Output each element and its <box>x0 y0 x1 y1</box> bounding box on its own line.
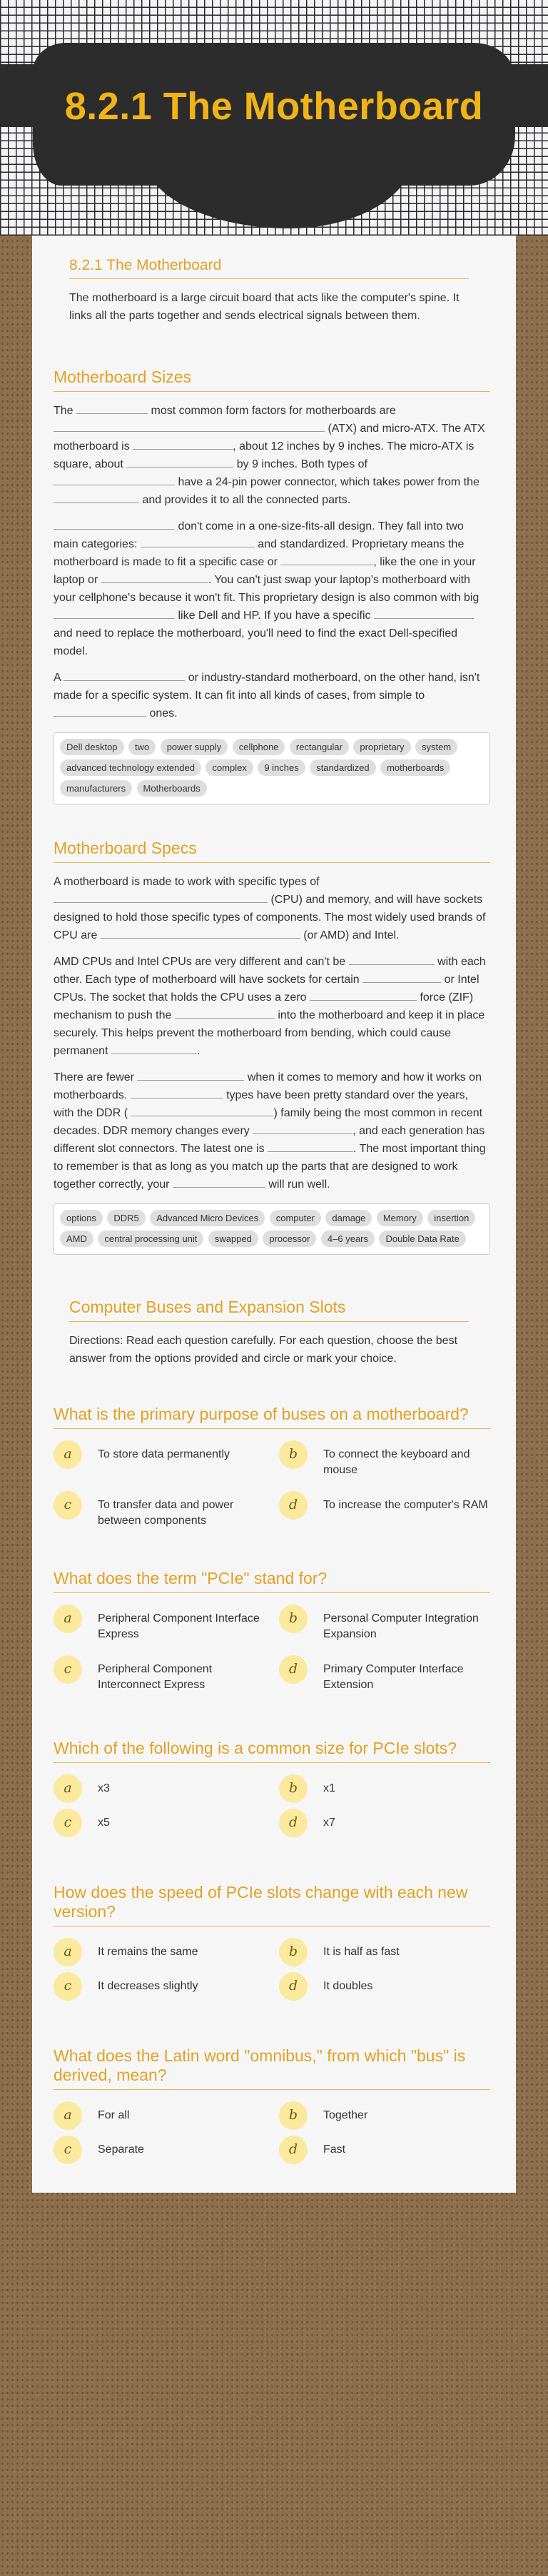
intro-heading: 8.2.1 The Motherboard <box>69 257 469 279</box>
option-letter: d <box>279 1655 308 1684</box>
option-a[interactable] <box>54 2101 265 2130</box>
option-c[interactable] <box>54 1972 265 2001</box>
blank-field[interactable] <box>54 517 175 530</box>
question-text: What does the Latin word "omnibus," from which "bus" is derived, mean? <box>54 2046 490 2090</box>
option-letter: b <box>279 1440 308 1469</box>
specs-word-bank <box>54 1203 490 1255</box>
question-3 <box>32 1739 516 1837</box>
quiz-heading: Computer Buses and Expansion Slots <box>69 1298 469 1322</box>
text-run: , about 12 inches by 9 inches. The micro-ATX is square, about <box>54 440 475 470</box>
intro-section <box>32 257 516 325</box>
option-text: It is half as fast <box>323 1946 400 1958</box>
option-letter: a <box>54 1774 82 1803</box>
option-text: x7 <box>323 1817 335 1829</box>
word-chip[interactable]: Motherboards <box>137 780 207 797</box>
text-run: when it comes to memory and how it works on motherboards. <box>54 1071 482 1101</box>
text-run: ones. <box>149 707 178 719</box>
option-letter: a <box>54 1938 82 1966</box>
text-run: into the motherboard and keep it in place securely. This helps prevent the motherboard from bending, which could cause permanent <box>54 1009 485 1057</box>
option-text: Fast <box>323 2143 346 2156</box>
option-letter: d <box>279 2136 308 2164</box>
sizes-paragraph-1 <box>54 402 490 509</box>
text-run: don't come in a one-size-fits-all design. They fall into two main categories: <box>54 520 464 550</box>
option-letter: a <box>54 1440 82 1469</box>
sizes-section <box>32 368 516 804</box>
word-chip[interactable]: Advanced Micro Devices <box>150 1210 265 1226</box>
text-run: and provides it to all the connected parts. <box>142 494 351 506</box>
option-letter: c <box>54 2136 82 2164</box>
option-b[interactable] <box>279 1938 490 1966</box>
option-letter: a <box>54 1605 82 1633</box>
option-d[interactable] <box>279 2136 490 2164</box>
word-chip[interactable]: insertion <box>427 1210 475 1226</box>
option-letter: d <box>279 1809 308 1837</box>
word-chip[interactable]: advanced technology extended <box>60 759 201 776</box>
text-run: and standardized. Proprietary means the motherboard is made to fit a specific case or <box>54 538 465 568</box>
blank-field[interactable] <box>54 891 268 903</box>
option-letter: d <box>279 1491 308 1520</box>
bottom-margin <box>0 2193 548 2243</box>
word-chip[interactable]: power supply <box>161 739 228 755</box>
option-c[interactable] <box>54 1491 265 1529</box>
option-d[interactable] <box>279 1972 490 2001</box>
option-letter: c <box>54 1491 82 1520</box>
option-text: x1 <box>323 1782 335 1794</box>
blank-field[interactable] <box>126 455 233 468</box>
option-a[interactable] <box>54 1440 265 1478</box>
text-run: . You can't just swap your laptop's motherboard with your cellphone's because it won't fit. This proprietary design is also common with big <box>54 574 480 604</box>
question-2 <box>32 1569 516 1693</box>
question-text: What is the primary purpose of buses on a motherboard? <box>54 1405 490 1429</box>
option-text: For all <box>98 2109 130 2121</box>
option-text: It decreases slightly <box>98 1980 198 1992</box>
word-chip[interactable]: rectangular <box>290 739 349 755</box>
option-letter: b <box>279 1774 308 1803</box>
option-a[interactable] <box>54 1938 265 1966</box>
text-run: A motherboard is made to work with specific types of <box>54 876 320 888</box>
word-chip[interactable]: 9 inches <box>258 759 305 776</box>
question-5 <box>32 2046 516 2164</box>
blank-field[interactable] <box>54 704 146 717</box>
question-1 <box>32 1405 516 1529</box>
text-run: will run well. <box>268 1178 330 1191</box>
text-run: by 9 inches. Both types of <box>236 458 367 470</box>
question-text: How does the speed of PCIe slots change with each new version? <box>54 1883 490 1926</box>
page-title: 8.2.1 The Motherboard <box>64 85 484 128</box>
blank-field[interactable] <box>131 1104 273 1116</box>
text-run: and need to replace the motherboard, you'll need to find the exact Dell-specified model. <box>54 627 458 657</box>
text-run: or industry-standard motherboard, on the other hand, isn't made for a specific system. It can fit into all kinds of cases, from simple to <box>54 672 480 702</box>
word-chip[interactable]: Double Data Rate <box>379 1231 465 1247</box>
text-run: , and each generation has different slot connectors. The latest one is <box>54 1125 485 1155</box>
option-b[interactable] <box>279 2101 490 2130</box>
specs-heading: Motherboard Specs <box>54 839 490 863</box>
word-chip[interactable]: AMD <box>60 1231 93 1247</box>
question-4 <box>32 1883 516 2001</box>
text-run: with each other. Each type of motherboard will have sockets for certain <box>54 956 486 986</box>
blank-field[interactable] <box>54 607 175 619</box>
option-a[interactable] <box>54 1605 265 1642</box>
option-letter: c <box>54 1972 82 2001</box>
blank-field[interactable] <box>131 1086 223 1098</box>
blank-field[interactable] <box>175 1006 275 1019</box>
blank-field[interactable] <box>101 571 208 583</box>
blank-field[interactable] <box>141 535 255 547</box>
option-text: It doubles <box>323 1980 373 1992</box>
hero-blob-bottom <box>143 121 414 228</box>
sizes-word-bank <box>54 732 490 804</box>
text-run: ) family being the most common in recent decades. DDR memory changes every <box>54 1107 483 1137</box>
option-c[interactable] <box>54 1655 265 1693</box>
sizes-paragraph-2 <box>54 517 490 660</box>
option-letter: b <box>279 2101 308 2130</box>
option-text: Peripheral Component Interface Express <box>98 1612 260 1640</box>
hero-banner <box>0 0 548 236</box>
option-text: Personal Computer Integration Expansion <box>323 1612 479 1640</box>
option-text: Peripheral Component Interconnect Express <box>98 1663 213 1691</box>
specs-paragraph-2 <box>54 953 490 1060</box>
sizes-paragraph-3 <box>54 669 490 722</box>
quiz-directions: Directions: Read each question carefully. For each question, choose the best answer from the options provided and circle or mark your choice. <box>69 1335 458 1365</box>
option-letter: d <box>279 1972 308 2001</box>
specs-paragraph-1 <box>54 873 490 944</box>
option-c[interactable] <box>54 2136 265 2164</box>
word-chip[interactable]: proprietary <box>353 739 410 755</box>
word-chip[interactable]: complex <box>206 759 253 776</box>
option-b[interactable] <box>279 1605 490 1642</box>
word-chip[interactable]: DDR5 <box>107 1210 145 1226</box>
blank-field[interactable] <box>280 553 373 565</box>
option-text: Together <box>323 2109 368 2121</box>
sizes-heading: Motherboard Sizes <box>54 368 490 392</box>
word-chip[interactable]: damage <box>325 1210 372 1226</box>
blank-field[interactable] <box>374 607 474 619</box>
word-chip[interactable]: 4–6 years <box>321 1231 375 1247</box>
blank-field[interactable] <box>137 1069 244 1081</box>
text-run: . The most important thing to remember is that as long as you match up the parts that are designed to work together correctly, your <box>54 1143 486 1191</box>
text-run: like Dell and HP. If you have a specific <box>178 610 371 622</box>
option-text: x3 <box>98 1782 110 1794</box>
blank-field[interactable] <box>253 1122 352 1134</box>
option-letter: c <box>54 1809 82 1837</box>
question-text: What does the term "PCIe" stand for? <box>54 1569 490 1593</box>
word-chip[interactable]: standardized <box>310 759 375 776</box>
option-letter: b <box>279 1605 308 1633</box>
intro-text: The motherboard is a large circuit board that acts like the computer's spine. It links all the parts together and sends electrical signals between them. <box>69 292 460 322</box>
specs-section <box>32 839 516 1255</box>
word-chip[interactable]: two <box>128 739 156 755</box>
text-run: (ATX) and micro-ATX. The ATX motherboard is <box>54 423 485 453</box>
blank-field[interactable] <box>268 1140 353 1152</box>
word-chip[interactable]: cellphone <box>233 739 285 755</box>
blank-field[interactable] <box>76 402 148 414</box>
blank-field[interactable] <box>133 438 233 450</box>
blank-field[interactable] <box>54 473 175 485</box>
option-text: It remains the same <box>98 1946 198 1958</box>
word-chip[interactable]: system <box>415 739 457 755</box>
specs-paragraph-3 <box>54 1069 490 1193</box>
quiz-intro-section <box>32 1298 516 1368</box>
text-run: A <box>54 672 61 684</box>
option-letter: a <box>54 2101 82 2130</box>
word-chip[interactable]: options <box>60 1210 103 1226</box>
word-chip[interactable]: motherboards <box>380 759 450 776</box>
text-run: AMD CPUs and Intel CPUs are very different and can't be <box>54 956 346 968</box>
word-chip[interactable]: Dell desktop <box>60 739 124 755</box>
blank-field[interactable] <box>101 926 300 939</box>
option-b[interactable] <box>279 1774 490 1803</box>
option-text: Separate <box>98 2143 144 2156</box>
option-text: To connect the keyboard and mouse <box>323 1448 470 1476</box>
text-run: have a 24-pin power connector, which takes power from the <box>178 476 480 488</box>
text-run: (or AMD) and Intel. <box>303 929 400 941</box>
word-chip[interactable]: central processing unit <box>98 1231 203 1247</box>
word-chip[interactable]: swapped <box>208 1231 258 1247</box>
text-run: The <box>54 405 73 417</box>
text-run: , like the one in your laptop or <box>54 556 476 586</box>
blank-field[interactable] <box>64 669 185 681</box>
option-d[interactable] <box>279 1655 490 1693</box>
blank-field[interactable] <box>310 989 417 1001</box>
option-letter: b <box>279 1938 308 1966</box>
text-run: There are fewer <box>54 1071 134 1084</box>
text-run: types have been pretty standard over the years, with the DDR ( <box>54 1089 468 1119</box>
option-text: To transfer data and power between components <box>98 1499 234 1527</box>
text-run: most common form factors for motherboards are <box>151 405 396 417</box>
word-chip[interactable]: processor <box>263 1231 316 1247</box>
option-a[interactable] <box>54 1774 265 1803</box>
option-letter: c <box>54 1655 82 1684</box>
option-text: To increase the computer's RAM <box>323 1499 488 1511</box>
blank-field[interactable] <box>349 953 435 965</box>
option-c[interactable] <box>54 1809 265 1837</box>
blank-field[interactable] <box>54 491 139 503</box>
option-d[interactable] <box>279 1809 490 1837</box>
blank-field[interactable] <box>54 420 325 432</box>
word-chip[interactable]: computer <box>270 1210 321 1226</box>
worksheet-card <box>32 236 516 2193</box>
option-text: x5 <box>98 1817 110 1829</box>
word-chip[interactable]: manufacturers <box>60 780 132 797</box>
blank-field[interactable] <box>173 1176 265 1188</box>
option-text: To store data permanently <box>98 1448 230 1460</box>
blank-field[interactable] <box>111 1042 197 1054</box>
question-text: Which of the following is a common size for PCIe slots? <box>54 1739 490 1763</box>
word-chip[interactable]: Memory <box>377 1210 423 1226</box>
blank-field[interactable] <box>362 971 441 983</box>
text-run: (CPU) and memory, and will have sockets designed to hold those specific types of components. The most widely used brands of CPU are <box>54 894 486 941</box>
option-d[interactable] <box>279 1491 490 1529</box>
text-run: or Intel CPUs. The socket that holds the CPU uses a zero <box>54 974 480 1004</box>
text-run: . <box>196 1045 201 1057</box>
option-b[interactable] <box>279 1440 490 1478</box>
text-run: force (ZIF) mechanism to push the <box>54 991 474 1021</box>
option-text: Primary Computer Interface Extension <box>323 1663 464 1691</box>
